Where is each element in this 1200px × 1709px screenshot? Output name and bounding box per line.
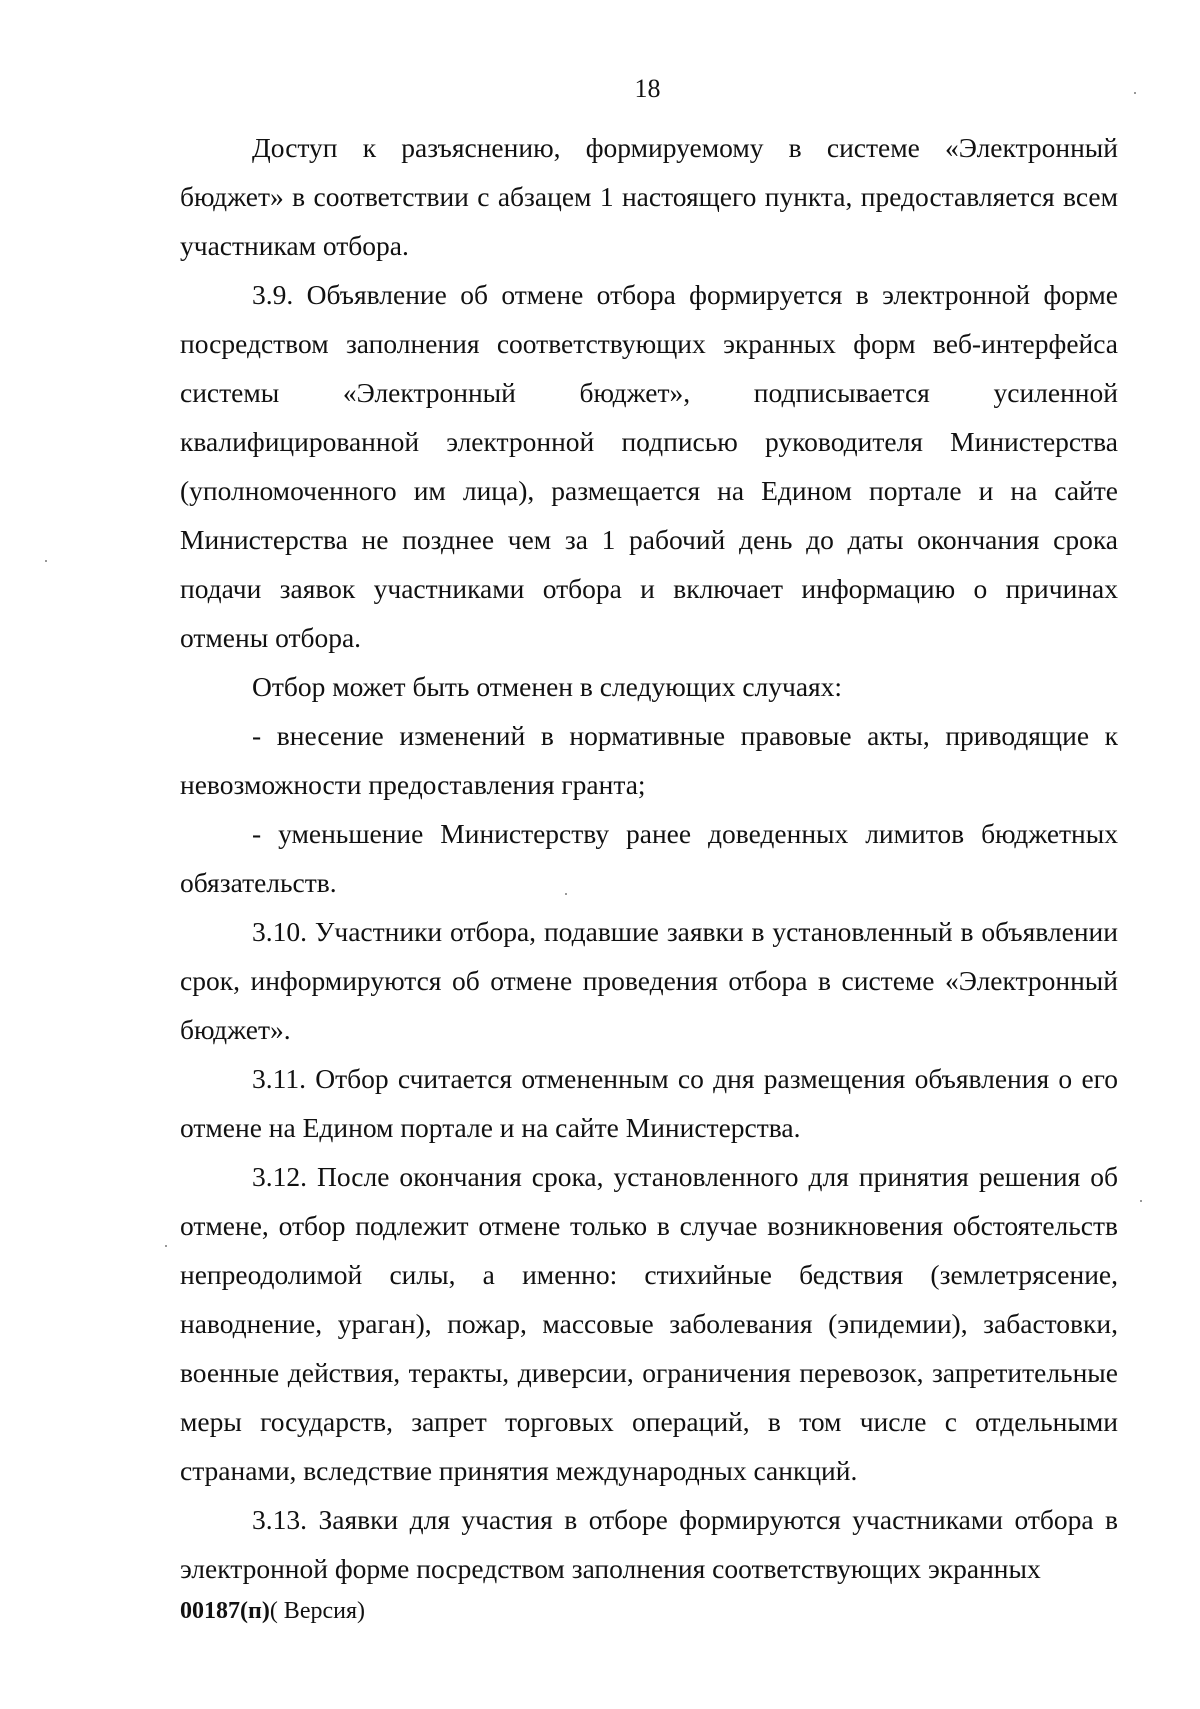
scan-speck [1140, 1200, 1142, 1202]
paragraph-3-10: 3.10. Участники отбора, подавшие заявки в установленный в объявлении срок, информируются об отмене проведения отбора в системе «Электронный бюджет». [180, 916, 1118, 1045]
document-version: ( Версия) [269, 1598, 365, 1624]
paragraph-case-budget-limits: - уменьшение Министерству ранее доведенных лимитов бюджетных обязательств. [180, 818, 1118, 898]
page-number: 18 [634, 74, 661, 103]
paragraph-cancel-cases-intro: Отбор может быть отменен в следующих случаях: [252, 671, 843, 702]
scan-speck [45, 560, 47, 562]
paragraph-access-clarification: Доступ к разъяснению, формируемому в системе «Электронный бюджет» в соответствии с абзацем 1 настоящего пункта, предоставляется всем участникам отбора. [180, 132, 1118, 261]
scan-speck [565, 893, 567, 895]
paragraph-case-legal-changes: - внесение изменений в нормативные правовые акты, приводящие к невозможности предоставления гранта; [180, 720, 1118, 800]
paragraph-3-11: 3.11. Отбор считается отмененным со дня размещения объявления о его отмене на Едином портале и на сайте Министерства. [180, 1063, 1118, 1143]
document-footer [180, 1596, 365, 1626]
paragraph-3-13: 3.13. Заявки для участия в отборе формируются участниками отбора в электронной форме посредством заполнения соответствующих экранных [180, 1504, 1118, 1584]
paragraph-3-12: 3.12. После окончания срока, установленного для принятия решения об отмене, отбор подлежит отмене только в случае возникновения обстоятельств непреодолимой силы, а именно: стихийные бедствия (землетрясение, наводнение, ураган), пожар, массовые заболевания (эпидемии), забастовки, военные действия, теракты, диверсии, ограничения перевозок, запретительные меры государств, запрет торговых операций, в том числе с отдельными странами, вследствие принятия международных санкций. [180, 1161, 1118, 1486]
document-body [180, 123, 1118, 1593]
document-code: 00187(п) [180, 1598, 270, 1624]
paragraph-3-9: 3.9. Объявление об отмене отбора формируется в электронной форме посредством заполнения соответствующих экранных форм веб-интерфейса системы «Электронный бюджет», подписывается усиленной квалифицированной электронной подписью руководителя Министерства (уполномоченного им лица), размещается на Едином портале и на сайте Министерства не позднее чем за 1 рабочий день до даты окончания срока подачи заявок участниками отбора и включает информацию о причинах отмены отбора. [180, 279, 1118, 653]
scan-speck [1134, 92, 1136, 94]
scan-speck [165, 1245, 167, 1247]
